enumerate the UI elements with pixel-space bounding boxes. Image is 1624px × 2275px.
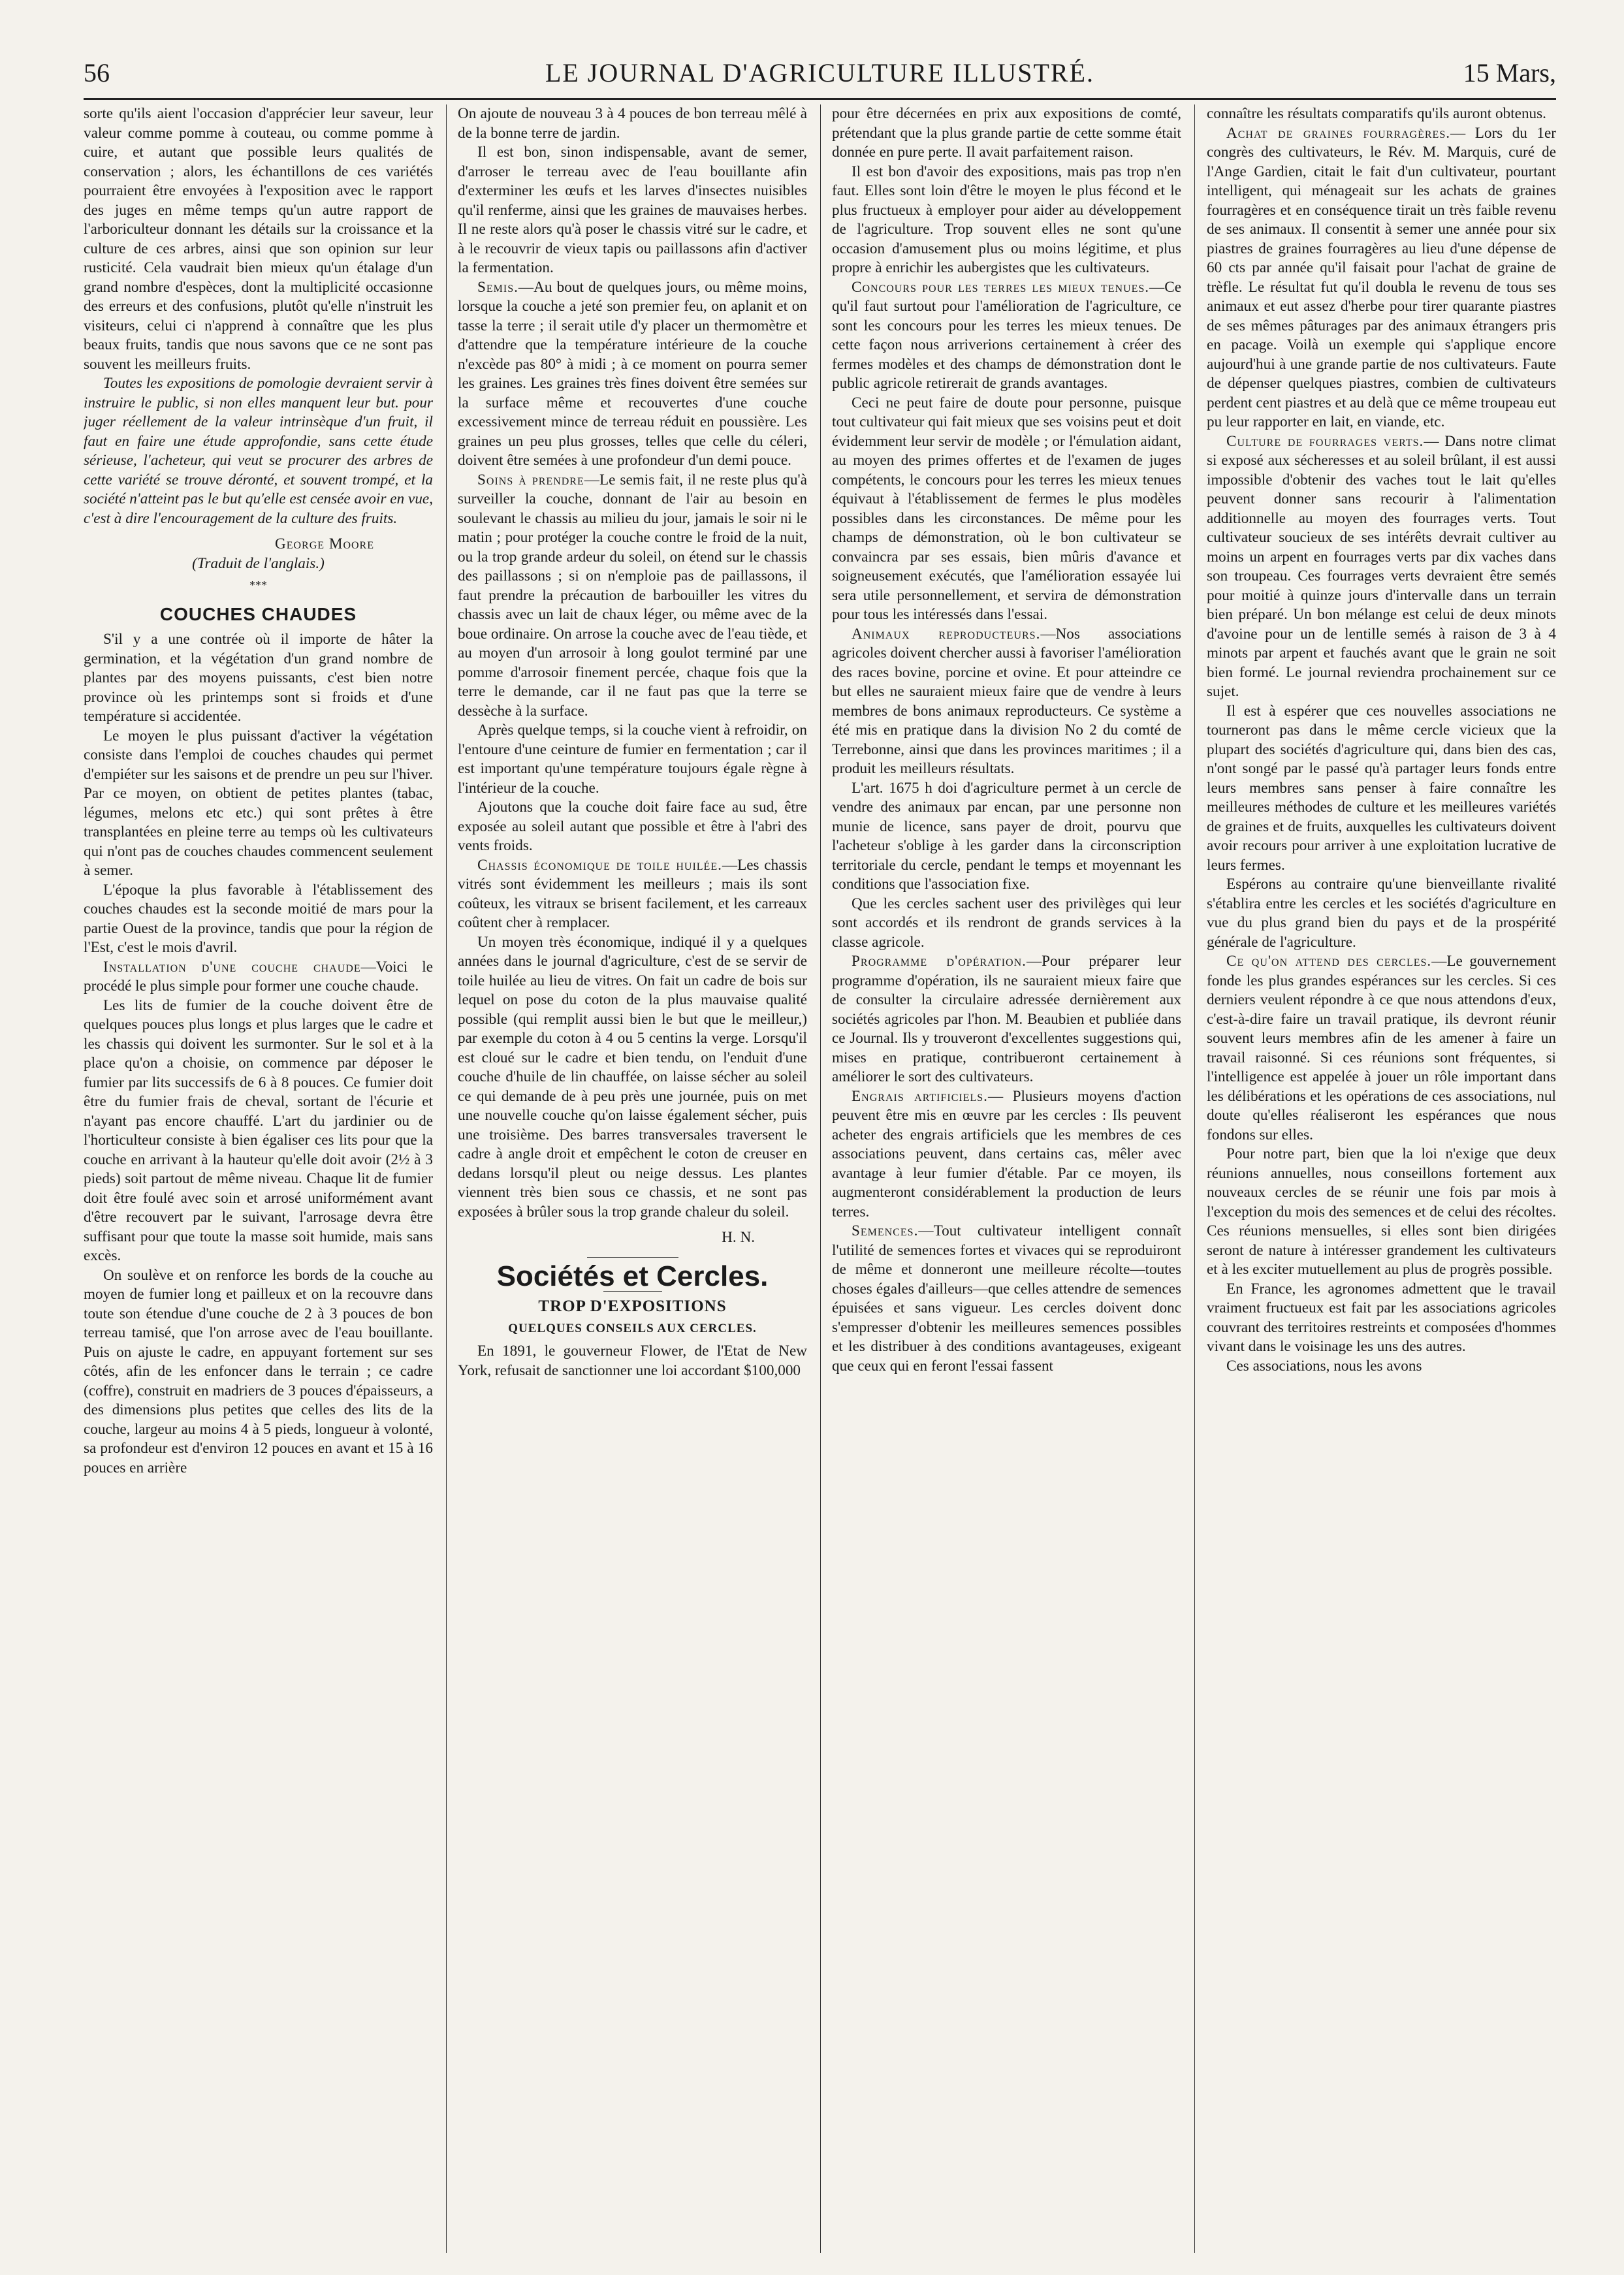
paragraph-text: — Lors du 1er congrès des cultivateurs, le Rév. M. Marquis, curé de l'Ange Gardien, citait le fait d'un cultivateur, pourtant intelligent, qui ménageait sur les achats de graines fourragères et en conséquence tirait un très faible revenu de ses animaux. Il consentit à semer une année pour six piastres de graines fourragères au lieu d'une dépense de 60 cts par année qu'il faisait pour l'achat de graine de trèfle. Le résultat fut qu'il doubla le revenu de tous ses animaux et eut assez d'herbe pour tirer quarante piastres de ses mêmes pâturages par des animaux étrangers pris en pacage. Voilà un exemple qui s'applique encore aujourd'hui à une grande partie de nos cultivateurs. Faute de dépenser quelques piastres, combien de cultivateurs perdent cent piastres et au delà que ce même troupeau eut pu leur rapporter en lait, en viande, etc. <box>1207 124 1556 430</box>
paragraph: pour être décernées en prix aux expositions de comté, prétendant que la plus grande partie de cette somme était donnée en pure perte. Il avait parfaitement raison. <box>832 105 1181 161</box>
paragraph: Espérons au contraire qu'une bienveillante rivalité s'établira entre les cercles et les sociétés d'agriculture en vue du plus grand bien du pays et de la prospérité générale de l'agriculture. <box>1207 876 1556 951</box>
page-header <box>84 57 1556 98</box>
run-in-heading: Ce qu'on attend des cercles. <box>1226 953 1432 970</box>
column-divider <box>820 104 821 2253</box>
paragraph: Après quelque temps, si la couche vient à refroidir, on l'entoure d'une ceinture de fumier en fermentation ; car il est important qu'une température toujours égale règne à l'intérieur de la couche. <box>458 722 807 797</box>
run-in-heading: Soins à prendre <box>477 471 584 488</box>
run-in-heading: Semences. <box>852 1222 919 1239</box>
paragraph <box>84 958 433 996</box>
paragraph <box>832 625 1181 779</box>
run-in-heading: Engrais artificiels. <box>852 1087 988 1105</box>
run-in-heading: Animaux reproducteurs. <box>852 625 1041 643</box>
paragraph <box>1207 124 1556 432</box>
paragraph: On ajoute de nouveau 3 à 4 pouces de bon terreau mêlé à de la bonne terre de jardin. <box>458 105 807 142</box>
header-rule <box>84 98 1556 100</box>
run-in-heading: Installation d'une couche chaude <box>103 958 361 976</box>
paragraph: Ajoutons que la couche doit faire face au sud, être exposée au soleil autant que possible et être à l'abri des vents froids. <box>458 799 807 854</box>
paragraph: En France, les agronomes admettent que le travail vraiment fructueux est fait par les associations agricoles couvrant des territoires restreints et composées d'hommes vivant dans le voisinage les uns des autres. <box>1207 1280 1556 1355</box>
paragraph: Les lits de fumier de la couche doivent être de quelques pouces plus longs et plus larges que le cadre et les chassis qui doivent les surmonter. Sur le sol et à la place qu'on a choisie, on commence par déposer le fumier par lits successifs de 6 à 8 pouces. Ce fumier doit être du fumier frais de cheval, sortant de l'écurie et n'ayant pas encore chauffé. L'art du jardinier ou de l'horticulteur consiste à bien égaliser ces lits pour que la couche en arrivant à la hauteur qu'elle doit avoir (2½ à 3 pieds) soit partout de même niveau. Chaque lit de fumier doit être foulé avec soin et arrosé uniformément avant d'être recouvert par le suivant, l'arrosage devra être suffisant pour que toute la masse soit humide, mais sans excès. <box>84 996 433 1264</box>
paragraph-text: —Le gouvernement fonde les plus grandes espérances sur les cercles. Si ces derniers veulent répondre à ce que nous attendons d'eux, c'est-à-dire faire un travail pratique, ils devront réunir souvent leurs membres afin de les amener à faire un travail raisonné. Si ces réunions sont fréquentes, si l'intelligence est appelée à jouer un rôle important dans les délibérations et les opérations de ces associations, nul doute qu'elles réaliseront les espérances que nous fondons sur elles. <box>1207 953 1556 1143</box>
issue-date: 15 Mars, <box>1463 58 1556 88</box>
paragraph <box>458 278 807 471</box>
paragraph <box>832 278 1181 394</box>
column-divider <box>1194 104 1195 2253</box>
run-in-heading: Concours pour les terres les mieux tenues. <box>852 278 1150 296</box>
paragraph <box>832 1222 1181 1376</box>
paragraph: Le moyen le plus puissant d'activer la végétation consiste dans l'emploi de couches chaudes qui permet d'empiéter sur les saisons et de prendre un peu sur l'hiver. Par ce moyen, on obtient de petites plantes (tabac, légumes, melons etc etc.) qui sont prêtes à être transplantées en pleine terre au temps où les cultivateurs qui n'ont pas de couches chaudes commencent seulement à semer. <box>84 727 433 879</box>
paragraph-text: — Plusieurs moyens d'action peuvent être mis en œuvre par les cercles : Ils peuvent acheter des engrais artificiels que les membres de ces associations peuvent, dans certains cas, mêler avec avantage à leur fumier d'étable. Par ce moyen, ils augmenteront considérablement la production de leurs terres. <box>832 1087 1181 1220</box>
paragraph-text: —Voici le procédé le plus simple pour former une couche chaude. <box>84 958 433 994</box>
paragraph: S'il y a une contrée où il importe de hâter la germination, et la végétation d'un grand nombre de plantes par des moyens puissants, c'est bien notre province où les printemps sont si froids et d'une température si accidentée. <box>84 631 433 725</box>
run-in-heading: Achat de graines fourragères. <box>1226 124 1451 142</box>
translation-note: (Traduit de l'anglais.) <box>192 554 325 572</box>
paragraph: Toutes les expositions de pomologie devraient servir à instruire le public, si non elles manquent leur but. pour juger réellement de la valeur intrinsèque d'un fruit, il faut en faire une étude approfondie, sans cette étude sérieuse, l'acheteur, qui veut se procurer des arbres de cette variété se trouve déronté, et souvent trompé, et la société n'atteint pas le but qu'elle est censée avoir en vue, c'est à dire l'encouragement de la culture des fruits. <box>84 375 433 527</box>
paragraph-text: —Nos associations agricoles doivent chercher aussi à favoriser l'amélioration des races bovine, porcine et ovine. Et pour atteindre ce but elles ne sauraient mieux faire que de vendre à leurs membres de bons animaux reproducteurs. Ce système a été mis en pratique dans la division No 2 du comté de Terrebonne, ainsi que dans les provinces maritimes ; il a produit les meilleurs résultats. <box>832 625 1181 777</box>
column-3 <box>832 104 1181 2253</box>
column-1 <box>84 104 433 2253</box>
article-subtitle: QUELQUES CONSEILS AUX CERCLES. <box>508 1321 757 1335</box>
article-title: TROP D'EXPOSITIONS <box>538 1297 727 1315</box>
run-in-heading: Culture de fourrages verts. <box>1226 432 1424 450</box>
paragraph-text: —Pour préparer leur programme d'opération, ils ne sauraient mieux faire que de consulter la circulaire adressée dernièrement aux sociétés agricoles par l'hon. M. Beaubien et publiée dans ce Journal. Ils y trouveront d'excellentes suggestions qui, mises en pratique, contribueront certainement à améliorer le sort des cultivateurs. <box>832 953 1181 1085</box>
paragraph <box>458 856 807 933</box>
paragraph: Un moyen très économique, indiqué il y a quelques années dans le journal d'agriculture, c'est de se servir de toile huilée au lieu de vitres. On fait un cadre de bois sur lequel on pose du coton de la plus mauvaise qualité possible (qui remplit aussi bien le but que le meilleur,) par exemple du coton à 4 ou 5 centins la verge. Lorsqu'il est cloué sur le cadre et bien tendu, on l'enduit d'une couche d'huile de lin chauffée, on laisse sécher au soleil ce qui demande de à peu près une journée, puis on met une nouvelle couche qu'on laisse également sécher, puis une troisième. Des barres transversales traversent le cadre à angle droit et empêchent le coton de creuser en dedans lorsqu'il pleut ou neige dessus. Les plantes viennent très bien sous ce chassis, et ne sont pas exposées à brûler sous la trop grande chaleur du soleil. <box>458 933 807 1220</box>
paragraph-text: —Les chassis vitrés sont évidemment les meilleurs ; mais ils sont coûteux, les vitraux se brisent facilement, et les carreaux coûtent cher à remplacer. <box>458 856 807 931</box>
paragraph-text: —Au bout de quelques jours, ou même moins, lorsque la couche a jeté son premier feu, on aplanit et on tasse la terre ; il serait utile d'y placer un thermomètre et d'attendre que la température intérieure de la couche n'excède pas 80° à midi ; à ce moment on pourra semer les graines. Les graines très fines doivent être semées sur la surface même et recouvertes d'une couche excessivement mince de terreau réduit en poussière. Les graines un peu plus grosses, telles que celle du céleri, doivent être semées à une profondeur d'un demi pouce. <box>458 278 807 469</box>
paragraph: Il est bon d'avoir des expositions, mais pas trop n'en faut. Elles sont loin d'être le moyen le plus fécond et le plus fructueux à employer pour aider au développement de l'agriculture. Trop souvent elles ne sont qu'une occasion d'amusement plus ou moins légitime, et plus propre à enrichir les aubergistes que les cultivateurs. <box>832 163 1181 276</box>
author-name: George Moore <box>274 535 374 552</box>
paragraph: On soulève et on renforce les bords de la couche au moyen de fumier long et pailleux et on la recouvre dans toute son étendue d'une couche de 2 à 3 pouces de bon terreau tamisé, que l'on arrose avec de l'eau bouillante. Puis on ajuste le cadre, en appuyant fortement sur ses côtés, afin de les enfoncer dans le terrain ; ce cadre (coffre), construit en madriers de 3 pouces d'épaisseurs, a des dimensions plus petites que celles des lits de la couche, largeur au moins 4 à 5 pieds, longueur à volonté, sa profondeur est d'environ 12 pouces en avant et 15 à 16 pouces en arrière <box>84 1266 433 1476</box>
paragraph-text: —Ce qu'il faut surtout pour l'amélioration de l'agriculture, ce sont les concours pour les terres les mieux tenues. De cette façon nous arriverions certainement à créer des fermes modèles et des champs de démonstration dont le public agricole retirerait de grands avantages. <box>832 278 1181 392</box>
paragraph: Que les cercles sachent user des privilèges qui leur sont accordés et ils rendront de grands services à la classe agricole. <box>832 895 1181 951</box>
paragraph: Ceci ne peut faire de doute pour personne, puisque tout cultivateur qui fait mieux que ses voisins peut et doit évidemment leur servir de modèle ; or l'émulation aidant, au moyen des primes offertes et de l'examen de juges compétents, le concours pour les terres les mieux tenues équivaut à l'établissement de fermes le plus modèles possibles dans les circonstances. De même pour les champs de démonstration, où le bon cultivateur se convaincra par ses essais, bien mûris d'avance et soigneusement exécutés, que l'amélioration essayée lui sera utile personnellement, et servira de démonstration pour tous les intéressés dans l'essai. <box>832 394 1181 623</box>
run-in-heading: Semis. <box>477 278 518 296</box>
columns <box>84 104 1556 2253</box>
paragraph-text: —Le semis fait, il ne reste plus qu'à surveiller la couche, donnant de l'air au besoin en soulevant le chassis au milieu du jour, jamais le soir ni le matin ; pour protéger la couche contre le froid de la nuit, ou la trop grande ardeur du soleil, on étend sur le chassis des paillassons ; si on n'emploie pas de paillassons, il faut prendre la précaution de barbouiller les vitres du chassis avec un lait de chaux léger, ou même avec de la boue ordinaire. On arrose la couche avec de l'eau tiède, et au moyen d'un arrosoir à long goulot terminé par une pomme d'arrosoir finement percée, chaque fois que la terre le demande, car il ne faut pas que la terre se dessèche à la surface. <box>458 471 807 720</box>
paragraph: En 1891, le gouverneur Flower, de l'Etat de New York, refusait de sanctionner une loi accordant $100,000 <box>458 1343 807 1379</box>
separator-stars: *** <box>249 579 267 592</box>
column-4 <box>1207 104 1556 2253</box>
paragraph: L'époque la plus favorable à l'établissement des couches chaudes est la seconde moitié de mars pour la partie Ouest de la province, tandis que pour la région de l'Est, c'est le mois d'avril. <box>84 881 433 956</box>
run-in-heading: Programme d'opération. <box>852 953 1027 970</box>
column-divider <box>446 104 447 2253</box>
run-in-heading: Chassis économique de toile huilée. <box>477 856 722 874</box>
paragraph: connaître les résultats comparatifs qu'ils auront obtenus. <box>1207 105 1546 122</box>
page-number: 56 <box>84 58 110 88</box>
paragraph <box>1207 432 1556 702</box>
paragraph: Ces associations, nous les avons <box>1226 1357 1422 1375</box>
paragraph-text: —Tout cultivateur intelligent connaît l'utilité de semences fortes et vivaces qui se reproduiront de même et donneront une meilleure récolte—toutes choses égales d'ailleurs—que celles attendre de semences épuisées et sans vigueur. Les cercles doivent donc s'empresser d'obtenir les meilleures semences possibles et les distribuer à des conditions avantageuses, exigeant que ceux qui en feront l'essai fassent <box>832 1222 1181 1375</box>
paragraph <box>832 1087 1181 1222</box>
paragraph: Pour notre part, bien que la loi n'exige que deux réunions annuelles, nous conseillons fortement aux nouveaux cercles de se réunir une fois par mois à l'exception du mois des semences et de celui des récoltes. Ces réunions mensuelles, si elles sont bien dirigées seront de nature à intéresser grandement les cultivateurs et à les exciter mutuellement au plus de progrès possible. <box>1207 1145 1556 1278</box>
signature: H. N. <box>722 1229 755 1246</box>
paragraph <box>458 471 807 722</box>
column-2 <box>458 104 807 2253</box>
paragraph: Il est à espérer que ces nouvelles associations ne tourneront pas dans le même cercle vicieux que la plupart des sociétés d'agriculture qui, dans bien des cas, n'ont songé par le passé qu'à partager leurs fonds entre leurs membres sans penser à faire connaître les meilleures méthodes de culture et les meilleures variétés de graines et de fruits, auxquelles les cultivateurs doivent avoir recours pour arriver à une exploitation lucrative de leurs fermes. <box>1207 702 1556 874</box>
section-title-couches: COUCHES CHAUDES <box>159 603 357 624</box>
section-rule <box>587 1257 678 1258</box>
journal-title: LE JOURNAL D'AGRICULTURE ILLUSTRÉ. <box>545 58 1095 88</box>
paragraph <box>1207 952 1556 1145</box>
paragraph: L'art. 1675 h doi d'agriculture permet à un cercle de vendre des animaux par encan, par une personne non munie de licence, sans payer de droit, pourvu que l'acheteur s'oblige à les garder dans la circonscription territoriale du cercle, pendant le temps et moyennant les conditions que l'association fixe. <box>832 779 1181 893</box>
section-title-societes: Sociétés et Cercles. <box>496 1260 769 1292</box>
paragraph: Il est bon, sinon indispensable, avant de semer, d'arroser le terreau avec de l'eau bouillante afin d'exterminer les œufs et les larves d'insectes nuisibles qu'il renferme, ainsi que les graines de mauvaises herbes. Il ne reste alors qu'à poser le chassis vitré sur le cadre, et à le recouvrir de vieux tapis ou paillassons afin d'activer la fermentation. <box>458 144 807 276</box>
paragraph <box>832 952 1181 1087</box>
paragraph-text: — Dans notre climat si exposé aux sécheresses et au soleil brûlant, il est aussi impossible d'obtenir des vaches tout le lait qu'elles peuvent donner sans recourir à l'alimentation additionnelle au moyen des fourrages verts. Tout cultivateur soucieux de ses intérêts devrait cultiver au moins un arpent en fourrages verts par dix vaches dans son troupeau. Ces fourrages verts devraient être semés pour moitié à quinze jours d'intervalle dans un terrain bien préparé. Un bon mélange est celui de deux minots d'avoine pour un de lentille semés à raison de 3 à 4 minots par arpent et fauchés avant que le grain ne soit bien formé. Le journal reviendra prochainement sur ce sujet. <box>1207 432 1556 700</box>
paragraph: sorte qu'ils aient l'occasion d'apprécier leur saveur, leur valeur comme pomme à couteau, ou comme pomme à cuire, et autant que possible leurs qualités de conservation ; alors, les échantillons de ces variétés pourraient être envoyées à l'exposition avec le rapport des juges en même temps qu'un autre rapport de l'arboriculteur donnant les détails sur la croissance et la culture de ces arbres, ainsi que son opinion sur leur rusticité. Cela vaudrait bien mieux qu'un étalage d'un grand nombre d'espèces, dont la multiplicité occasionne des erreurs et des confusions, plutôt qu'elle n'instruit les visiteurs, celui ci n'apprend à connaître que les plus beaux fruits, tandis que nous savons que ce ne sont pas souvent les meilleurs fruits. <box>84 105 433 373</box>
